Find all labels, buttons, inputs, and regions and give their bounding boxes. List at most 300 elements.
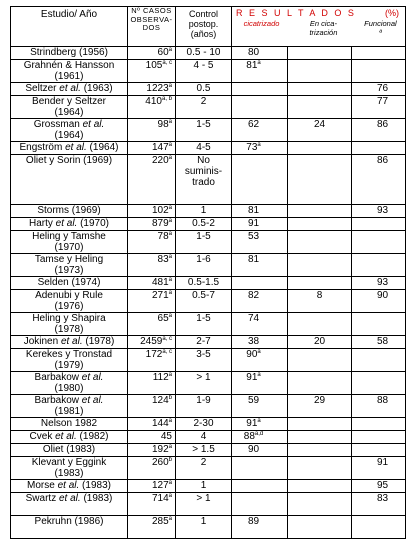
cases-superscript: a [168, 231, 172, 237]
cicatrizado-value: 81 [247, 254, 260, 265]
cases-value: 144 [151, 418, 169, 429]
control-cell [176, 313, 232, 336]
control-value: 2 [200, 96, 207, 107]
study-year: (1979) [54, 360, 84, 371]
study-name: Tamse y Heling [34, 254, 104, 265]
cicatrizado-cell [232, 83, 288, 96]
encicatrizacion-cell [288, 254, 352, 277]
control-cell [176, 142, 232, 155]
control-value: 0.5-7 [192, 290, 215, 301]
control-cell [176, 218, 232, 231]
study-cell [11, 516, 128, 539]
encicatrizacion-cell [288, 336, 352, 349]
control-value: 2 [200, 457, 207, 468]
cicatrizado-value: 62 [247, 119, 260, 130]
control-cell [176, 155, 232, 205]
study-year: (1964) [86, 142, 119, 153]
cases-value: 714 [151, 493, 169, 504]
funcional-cell [352, 418, 406, 431]
cases-value: 879 [151, 218, 169, 229]
cicatrizado-value: 91 [246, 372, 258, 383]
cases-superscript: a [168, 142, 172, 148]
control-cell [176, 60, 232, 83]
cicatrizado-value: 74 [247, 313, 260, 324]
table-row [11, 119, 406, 142]
cases-value: 172 [145, 349, 163, 360]
header-control-line3: (años) [190, 29, 217, 39]
control-value: 2-7 [196, 336, 211, 347]
cicatrizado-cell [232, 218, 288, 231]
encicatrizacion-value: 29 [313, 395, 326, 406]
cases-value: 124 [151, 395, 169, 406]
encicatrizacion-cell [288, 96, 352, 119]
funcional-cell [352, 47, 406, 60]
cicatrizado-value: 81 [247, 205, 260, 216]
cases-value: 285 [151, 516, 169, 527]
study-cell [11, 218, 128, 231]
cases-value: 83 [157, 254, 169, 265]
encicatrizacion-cell [288, 395, 352, 418]
cases-value: 220 [151, 155, 169, 166]
control-cell [176, 254, 232, 277]
header-cases-line3: DOS [142, 23, 161, 32]
table-row [11, 493, 406, 516]
funcional-cell [352, 155, 406, 205]
control-value: > 1.5 [192, 444, 215, 455]
study-year: (1963) [80, 83, 113, 94]
cases-superscript: a [168, 218, 172, 224]
funcional-cell [352, 218, 406, 231]
header-encicatrizacion-line2: trización [309, 27, 338, 37]
cases-value: 105 [145, 60, 163, 71]
table-row [11, 516, 406, 539]
study-name: Bender y Seltzer [32, 96, 106, 107]
cicatrizado-value: 38 [247, 336, 260, 347]
control-value: 1-5 [196, 119, 211, 130]
cases-cell [128, 395, 176, 418]
header-study-label: Estudio/ Año [40, 9, 98, 20]
control-cell [176, 457, 232, 480]
study-etal: et al. [57, 480, 80, 491]
cases-cell [128, 457, 176, 480]
control-cell [176, 516, 232, 539]
study-cell [11, 231, 128, 254]
cases-superscript: a [168, 493, 172, 499]
cicatrizado-cell [232, 349, 288, 372]
study-etal: et al. [55, 218, 78, 229]
header-results-label: R E S U L T A D O S [236, 8, 356, 18]
control-value: 1-9 [196, 395, 211, 406]
header-control-line1: Control [188, 9, 218, 19]
cicatrizado-superscript: a [257, 349, 261, 355]
header-row [11, 7, 406, 47]
study-cell [11, 96, 128, 119]
study-name: Grahnén & Hansson [23, 60, 115, 71]
study-year: (1970) [54, 242, 84, 253]
cases-cell [128, 444, 176, 457]
funcional-cell [352, 277, 406, 290]
control-value: 1 [200, 516, 207, 527]
cases-superscript: a [168, 155, 172, 161]
cases-superscript: a [168, 277, 172, 283]
header-control [176, 7, 232, 47]
funcional-cell [352, 142, 406, 155]
study-name: Seltzer [25, 83, 60, 94]
cicatrizado-cell [232, 493, 288, 516]
control-cell [176, 349, 232, 372]
cicatrizado-cell [232, 290, 288, 313]
study-etal: et al. [60, 336, 83, 347]
study-cell [11, 395, 128, 418]
cases-cell [128, 418, 176, 431]
funcional-value: 88 [376, 395, 389, 406]
study-year: (1982) [76, 431, 109, 442]
table-row [11, 444, 406, 457]
table-row [11, 277, 406, 290]
study-cell [11, 444, 128, 457]
table-row [11, 480, 406, 493]
control-cell [176, 290, 232, 313]
cicatrizado-value: 81 [246, 60, 258, 71]
funcional-value: 93 [376, 205, 389, 216]
study-name: Pekruhn (1986) [34, 516, 104, 527]
cases-superscript: a [168, 290, 172, 296]
cicatrizado-value: 53 [247, 231, 260, 242]
funcional-cell [352, 480, 406, 493]
cases-value: 127 [151, 480, 169, 491]
funcional-cell [352, 444, 406, 457]
study-year: (1983) [79, 480, 111, 491]
cases-value: 2459 [140, 336, 163, 347]
study-cell [11, 290, 128, 313]
encicatrizacion-cell [288, 231, 352, 254]
encicatrizacion-cell [288, 218, 352, 231]
cicatrizado-cell [232, 336, 288, 349]
cicatrizado-cell [232, 395, 288, 418]
study-name: Swartz [25, 493, 59, 504]
encicatrizacion-value: 8 [316, 290, 323, 301]
cicatrizado-value: 91 [246, 418, 258, 429]
cicatrizado-cell [232, 313, 288, 336]
control-cell [176, 418, 232, 431]
funcional-cell [352, 336, 406, 349]
funcional-cell [352, 231, 406, 254]
cases-superscript: a [168, 313, 172, 319]
cicatrizado-cell [232, 231, 288, 254]
cases-superscript: a [168, 119, 172, 125]
control-cell [176, 395, 232, 418]
cases-superscript: a [168, 418, 172, 424]
control-value: 1-5 [196, 231, 211, 242]
study-etal: et al. [55, 431, 77, 442]
cicatrizado-value: 82 [247, 290, 260, 301]
study-etal: et al. [65, 142, 87, 153]
encicatrizacion-cell [288, 431, 352, 444]
cicatrizado-cell [232, 60, 288, 83]
study-name: Cvek [29, 431, 56, 442]
control-value: 0.5 - 10 [186, 47, 221, 58]
encicatrizacion-cell [288, 418, 352, 431]
control-cell [176, 277, 232, 290]
study-name: Selden (1974) [37, 277, 101, 288]
study-year: (1964) [54, 107, 84, 118]
control-value: 1-5 [196, 313, 211, 324]
table-row [11, 142, 406, 155]
cases-value: 1223 [146, 83, 169, 94]
cases-cell [128, 96, 176, 119]
cases-cell [128, 119, 176, 142]
study-name: Adenubi y Rule [35, 290, 103, 301]
cicatrizado-superscript: a [257, 142, 261, 148]
cicatrizado-cell [232, 372, 288, 395]
control-value: 2-30 [193, 418, 214, 429]
study-name: Grossman [33, 119, 83, 130]
funcional-cell [352, 493, 406, 516]
study-cell [11, 457, 128, 480]
control-value: 1-6 [196, 254, 211, 265]
cases-cell [128, 277, 176, 290]
cases-cell [128, 205, 176, 218]
cicatrizado-cell [232, 155, 288, 205]
control-cell [176, 119, 232, 142]
cicatrizado-value: 88 [243, 431, 255, 442]
study-name: Heling y Shapira [32, 313, 106, 324]
cicatrizado-cell [232, 418, 288, 431]
cases-cell [128, 336, 176, 349]
funcional-value: 76 [376, 83, 389, 94]
cases-cell [128, 290, 176, 313]
control-cell [176, 231, 232, 254]
study-etal: et al. [59, 83, 81, 94]
encicatrizacion-cell [288, 493, 352, 516]
control-value: 4-5 [196, 142, 211, 153]
table-row [11, 231, 406, 254]
study-cell [11, 119, 128, 142]
study-year: (1976) [54, 301, 84, 312]
cases-value: 102 [151, 205, 169, 216]
cases-superscript: a, c [162, 336, 172, 342]
control-cell [176, 372, 232, 395]
control-value: No suminis-trado [184, 155, 223, 188]
study-cell [11, 142, 128, 155]
study-cell [11, 372, 128, 395]
cicatrizado-cell [232, 516, 288, 539]
cases-cell [128, 480, 176, 493]
encicatrizacion-cell [288, 47, 352, 60]
cicatrizado-value: 89 [247, 516, 260, 527]
funcional-value: 95 [376, 480, 389, 491]
cicatrizado-value: 73 [246, 142, 258, 153]
study-cell [11, 313, 128, 336]
control-cell [176, 431, 232, 444]
table-row [11, 418, 406, 431]
cicatrizado-cell [232, 457, 288, 480]
study-name: Oliet y Sorin (1969) [25, 155, 113, 166]
control-value: 4 [200, 431, 207, 442]
cases-value: 481 [151, 277, 169, 288]
encicatrizacion-cell [288, 349, 352, 372]
cases-superscript: a [168, 372, 172, 378]
cicatrizado-cell [232, 277, 288, 290]
cases-superscript: a [168, 254, 172, 260]
cicatrizado-value: 91 [247, 218, 260, 229]
study-name: Kerekes y Tronstad [25, 349, 113, 360]
funcional-value: 83 [376, 493, 389, 504]
study-name: Heling y Tamshe [32, 231, 106, 242]
funcional-cell [352, 119, 406, 142]
control-cell [176, 96, 232, 119]
cases-value: 112 [152, 372, 169, 383]
study-year: (1980) [54, 383, 84, 394]
funcional-cell [352, 313, 406, 336]
cicatrizado-cell [232, 480, 288, 493]
cases-value: 192 [151, 444, 169, 455]
header-study [11, 7, 128, 47]
cases-superscript: a [168, 444, 172, 450]
cicatrizado-cell [232, 142, 288, 155]
control-cell [176, 336, 232, 349]
table-row [11, 83, 406, 96]
cicatrizado-cell [232, 444, 288, 457]
cases-value: 271 [151, 290, 169, 301]
cicatrizado-superscript: a,d [254, 431, 264, 437]
funcional-cell [352, 290, 406, 313]
study-cell [11, 205, 128, 218]
study-name: Barbakow [34, 395, 82, 406]
funcional-value: 86 [376, 155, 389, 166]
funcional-cell [352, 372, 406, 395]
cases-cell [128, 349, 176, 372]
cases-cell [128, 372, 176, 395]
study-cell [11, 493, 128, 516]
study-etal: et al. [81, 395, 104, 406]
encicatrizacion-cell [288, 83, 352, 96]
funcional-cell [352, 60, 406, 83]
cases-cell [128, 313, 176, 336]
cicatrizado-superscript: a [257, 60, 261, 66]
study-cell [11, 349, 128, 372]
study-cell [11, 431, 128, 444]
cases-cell [128, 218, 176, 231]
funcional-cell [352, 205, 406, 218]
table-row [11, 431, 406, 444]
funcional-cell [352, 254, 406, 277]
cicatrizado-cell [232, 254, 288, 277]
cicatrizado-value: 90 [247, 444, 260, 455]
control-value: 4 - 5 [193, 60, 214, 71]
cicatrizado-value: 59 [247, 395, 260, 406]
control-cell [176, 47, 232, 60]
table-body [11, 47, 406, 539]
control-cell [176, 83, 232, 96]
study-cell [11, 83, 128, 96]
study-year: (1978) [82, 336, 115, 347]
control-value: 0.5-1.5 [187, 277, 220, 288]
table-row [11, 313, 406, 336]
funcional-cell [352, 96, 406, 119]
cases-value: 260 [151, 457, 169, 468]
cases-value: 45 [160, 431, 172, 442]
table-row [11, 60, 406, 83]
results-table-container [10, 6, 406, 539]
cases-cell [128, 516, 176, 539]
study-name: Nelson 1982 [40, 418, 98, 429]
encicatrizacion-cell [288, 142, 352, 155]
cicatrizado-cell [232, 205, 288, 218]
cases-superscript: a, b [161, 96, 172, 102]
table-row [11, 155, 406, 205]
cases-superscript: a, c [162, 349, 172, 355]
table-row [11, 254, 406, 277]
study-year: (1983) [80, 493, 113, 504]
cases-value: 98 [157, 119, 169, 130]
cases-cell [128, 231, 176, 254]
funcional-value: 77 [376, 96, 389, 107]
control-value: 3-5 [196, 349, 211, 360]
control-cell [176, 205, 232, 218]
funcional-cell [352, 457, 406, 480]
encicatrizacion-cell [288, 444, 352, 457]
study-cell [11, 254, 128, 277]
study-cell [11, 47, 128, 60]
study-name: Strindberg (1956) [30, 47, 108, 58]
cases-cell [128, 254, 176, 277]
study-cell [11, 277, 128, 290]
header-cicatrizado: cicatrizado [243, 19, 280, 28]
encicatrizacion-cell [288, 119, 352, 142]
encicatrizacion-cell [288, 290, 352, 313]
cases-superscript: a [168, 480, 172, 486]
study-year: (1964) [54, 130, 84, 141]
control-cell [176, 493, 232, 516]
cases-value: 410 [145, 96, 162, 107]
header-funcional-line2: ª [379, 27, 382, 37]
header-control-line2: postop. [188, 19, 219, 29]
table-row [11, 336, 406, 349]
control-cell [176, 480, 232, 493]
table-row [11, 47, 406, 60]
study-name: Jokinen [23, 336, 61, 347]
study-cell [11, 418, 128, 431]
cases-superscript: a [168, 205, 172, 211]
table-row [11, 395, 406, 418]
cases-value: 147 [151, 142, 169, 153]
cases-superscript: a [168, 47, 172, 53]
study-name: Harty [28, 218, 56, 229]
study-name: Barbakow [34, 372, 82, 383]
study-name: Engström [19, 142, 66, 153]
study-name: Morse [27, 480, 58, 491]
study-etal: et al. [82, 119, 105, 130]
cicatrizado-superscript: a [257, 418, 261, 424]
encicatrizacion-cell [288, 60, 352, 83]
encicatrizacion-cell [288, 277, 352, 290]
header-cases-line1: Nº CASOS [131, 6, 172, 15]
encicatrizacion-cell [288, 155, 352, 205]
study-year: (1970) [77, 218, 110, 229]
control-cell [176, 444, 232, 457]
header-cases [128, 7, 176, 47]
cicatrizado-cell [232, 47, 288, 60]
encicatrizacion-cell [288, 480, 352, 493]
funcional-value: 91 [376, 457, 389, 468]
header-results [232, 7, 406, 47]
encicatrizacion-cell [288, 372, 352, 395]
cases-superscript: b [168, 395, 172, 401]
cases-superscript: a, c [162, 60, 172, 66]
study-name: Storms (1969) [37, 205, 101, 216]
cicatrizado-cell [232, 119, 288, 142]
